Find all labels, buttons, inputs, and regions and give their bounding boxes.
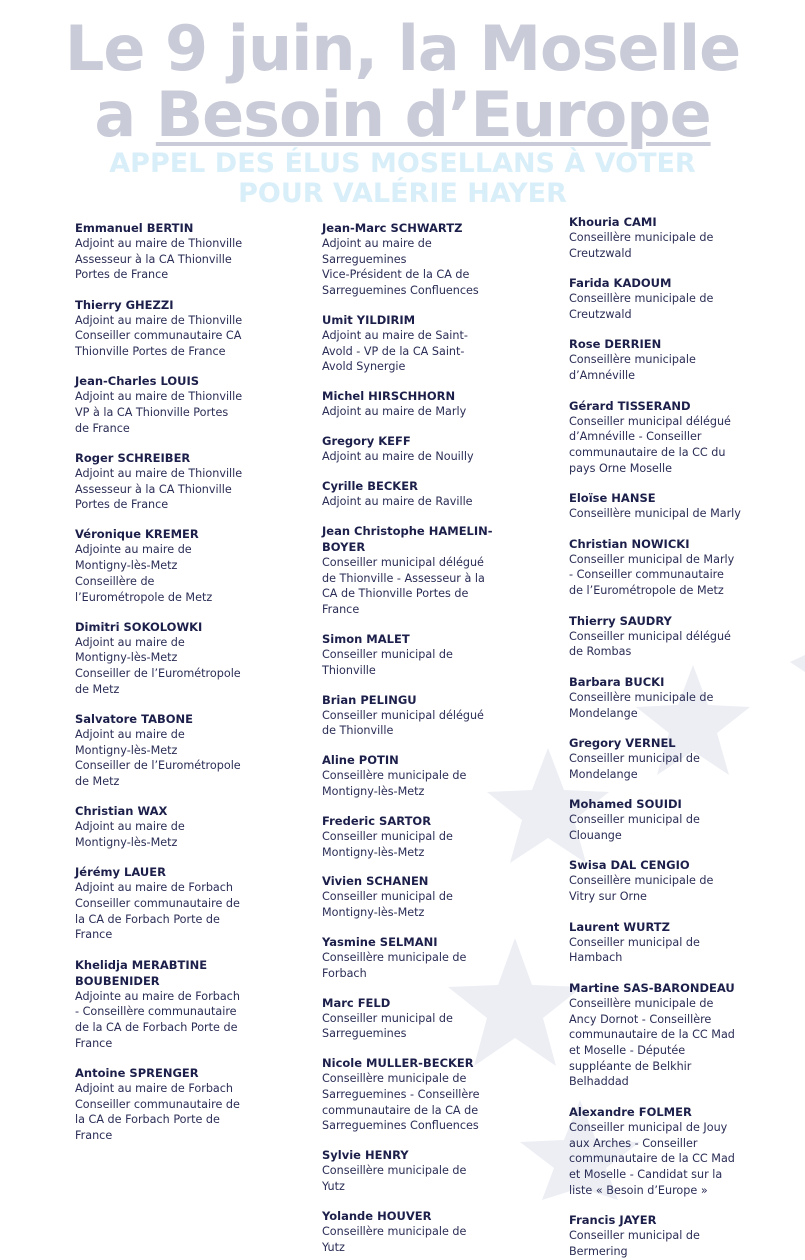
signatory-role: Conseiller municipal délégué de Thionville: [322, 708, 484, 738]
signatory-name: Marc FELD: [322, 995, 391, 1010]
signatory-role: Conseillère municipale de Forbach: [322, 951, 467, 980]
signatory-name: Emmanuel BERTIN: [75, 221, 194, 235]
signatory-name: Salvatore TABONE: [75, 712, 193, 726]
signatory-name: Barbara BUCKI: [569, 674, 665, 689]
signatory-entry: [569, 857, 804, 904]
signatory-name: Yasmine SELMANI: [322, 935, 438, 949]
signatory-name: Yolande HOUVER: [322, 1208, 432, 1223]
signatory-entry: [75, 803, 310, 850]
signatory-entry: [322, 478, 557, 510]
signatory-name: Rose DERRIEN: [569, 337, 662, 352]
signatory-role: Adjoint au maire de Montigny-lès-Metz: [75, 820, 185, 849]
signatory-name: Gregory VERNEL: [569, 736, 676, 750]
signatory-name: Dimitri SOKOLOWKI: [75, 619, 203, 634]
signatory-entry: [75, 373, 310, 436]
signatory-entry: [75, 220, 310, 283]
signatory-name: Antoine SPRENGER: [75, 1065, 199, 1080]
signatory-name: Thierry GHEZZI: [75, 297, 174, 312]
signatory-role: Conseillère municipale de Yutz: [322, 1164, 467, 1193]
headline-line-1: Le 9 juin, la Moselle: [64, 12, 741, 85]
signatory-name: Gérard TISSERAND: [569, 398, 691, 413]
signatory-name: Brian PELINGU: [322, 692, 417, 707]
signatory-entry: [322, 934, 557, 981]
signatory-role: Adjoint au maire de Marly: [322, 405, 467, 419]
headline-line-2: [0, 78, 805, 151]
signatory-entry: [322, 752, 557, 799]
signatory-role: Adjoint au maire de Sarreguemines Vice-Président de la CA de Sarreguemines Confluences: [322, 237, 479, 298]
signatory-role: Conseiller municipal de Jouy aux Arches - Conseiller communautaire de la CC Mad et Moselle - Candidat sur la liste « Besoin d’Europe »: [569, 1120, 735, 1197]
signatory-role: Conseiller municipal de Montigny-lès-Metz: [322, 829, 453, 859]
signatory-role: Adjoint au maire de Thionville Conseiller communautaire CA Thionville Portes de France: [75, 313, 243, 358]
signatory-entry: [75, 619, 310, 698]
subtitle-line-1: APPEL DES ÉLUS MOSELLANS À VOTER: [109, 148, 696, 179]
subtitle-line-2: POUR VALÉRIE HAYER: [238, 178, 567, 209]
signatory-name: Frederic SARTOR: [322, 813, 432, 828]
signatory-role: Adjoint au maire de Forbach Conseiller communautaire de la CA de Forbach Porte de France: [75, 881, 240, 942]
signatory-name: Christian NOWICKI: [569, 536, 690, 551]
signatory-entry: [569, 490, 804, 522]
signatory-role: Adjoint au maire de Raville: [322, 495, 473, 509]
signatory-role: Adjoint au maire de Montigny-lès-Metz Conseiller de l’Eurométropole de Metz: [75, 728, 241, 789]
signatory-role: Adjoint au maire de Thionville VP à la CA Thionville Portes de France: [75, 390, 243, 435]
signatory-role: Conseillère municipale de Ancy Dornot - Conseillère communautaire de la CC Mad et Moselle - Députée suppléante de Belkhir Belhaddad: [569, 996, 735, 1089]
headline-prefix: a: [94, 78, 156, 151]
signatory-name: Alexandre FOLMER: [569, 1104, 692, 1119]
signatory-name: Swisa DAL CENGIO: [569, 858, 690, 873]
signatory-role: Conseiller municipal de Mondelange: [569, 752, 700, 781]
signatory-entry: [569, 214, 804, 261]
signatory-role: Conseillère municipale d’Amnéville: [569, 353, 696, 383]
signatory-role: Conseiller municipal de Sarreguemines: [322, 1011, 453, 1041]
signatory-name: Thierry SAUDRY: [569, 613, 672, 628]
signatory-entry: [75, 711, 310, 790]
signatory-role: Adjoint au maire de Montigny-lès-Metz Conseiller de l’Eurométropole de Metz: [75, 635, 241, 696]
signatory-entry: [569, 275, 804, 322]
signatory-entry: [322, 1055, 557, 1134]
signatory-role: Adjoint au maire de Thionville Assesseur à la CA Thionville Portes de France: [75, 466, 243, 512]
signatory-role: Conseiller municipal délégué d’Amnéville - Conseiller communautaire de la CC du pays Orne Moselle: [569, 414, 731, 475]
signatory-name: Michel HIRSCHHORN: [322, 389, 456, 404]
signatory-name: Vivien SCHANEN: [322, 874, 429, 889]
signatory-entry: [569, 796, 804, 843]
signatory-entry: [322, 523, 557, 618]
signatory-role: Conseillère municipal de Marly: [569, 507, 741, 521]
signatory-entry: [322, 388, 557, 420]
signatory-entry: [322, 873, 557, 920]
signatory-entry: [75, 1065, 310, 1144]
signatory-entry: [322, 1147, 557, 1194]
signatory-role: Conseiller municipal de Hambach: [569, 935, 700, 965]
signatory-name: Jean-Charles LOUIS: [75, 374, 200, 389]
signatory-role: Conseiller municipal de Bermering: [569, 1229, 700, 1258]
signatory-name: Aline POTIN: [322, 753, 399, 768]
signatory-name: Christian WAX: [75, 804, 168, 819]
signatory-role: Conseiller municipal délégué de Rombas: [569, 629, 731, 659]
headline-underlined: Besoin d’Europe: [155, 78, 711, 151]
signatory-role: Adjoint au maire de Saint- Avold - VP de la CA Saint- Avold Synergie: [322, 329, 468, 374]
signatory-name: Simon MALET: [322, 632, 410, 646]
signatory-entry: [322, 220, 557, 299]
signatory-name: Laurent WURTZ: [569, 919, 670, 934]
signatory-name: Véronique KREMER: [75, 527, 199, 542]
signatory-entry: [569, 336, 804, 383]
signatory-name: Nicole MULLER-BECKER: [322, 1056, 474, 1071]
signatory-role: Conseiller municipal de Thionville: [322, 648, 453, 677]
signatory-role: Conseiller municipal de Montigny-lès-Metz: [322, 890, 453, 920]
signatory-role: Adjointe au maire de Forbach - Conseillère communautaire de la CA de Forbach Porte de France: [75, 989, 240, 1050]
signatory-entry: [569, 398, 804, 477]
signatory-name: Mohamed SOUIDI: [569, 797, 682, 812]
signatory-entry: [322, 312, 557, 375]
signatory-role: Conseillère municipale de Mondelange: [569, 690, 714, 720]
signatory-name: Khouria CAMI: [569, 215, 657, 229]
signatory-name: Umit YILDIRIM: [322, 313, 416, 327]
signatory-role: Conseiller municipal délégué de Thionville - Assesseur à la CA de Thionville Portes de France: [322, 556, 485, 617]
signatory-name: Cyrille BECKER: [322, 479, 418, 494]
signatory-entry: [569, 536, 804, 599]
signatory-entry: [322, 1208, 557, 1255]
signatory-role: Conseillère municipale de Montigny-lès-Metz: [322, 769, 467, 798]
signatory-entry: [569, 735, 804, 782]
signatory-role: Conseiller municipal de Marly - Conseiller communautaire de l’Eurométropole de Metz: [569, 552, 735, 598]
signatory-role: Conseiller municipal de Clouange: [569, 813, 700, 842]
signatory-name: Roger SCHREIBER: [75, 450, 191, 465]
signatory-role: Conseillère municipale de Creutzwald: [569, 231, 714, 260]
signatory-entry: [75, 526, 310, 605]
signatory-entry: [569, 613, 804, 660]
signatory-role: Conseillère municipale de Yutz: [322, 1224, 467, 1254]
signatory-entry: [569, 919, 804, 966]
signatory-name: Jean-Marc SCHWARTZ: [322, 221, 463, 235]
hero-header: [0, 0, 805, 210]
signatory-role: Conseillère municipale de Vitry sur Orne: [569, 874, 714, 904]
signatory-entry: [75, 957, 310, 1052]
signatory-name: Francis JAYER: [569, 1213, 657, 1228]
signatory-entry: [322, 995, 557, 1042]
signatory-entry: [569, 674, 804, 721]
signatory-entry: [322, 692, 557, 739]
signatory-role: Adjoint au maire de Thionville Assesseur à la CA Thionville Portes de France: [75, 237, 243, 282]
signatory-entry: [322, 433, 557, 465]
signatory-role: Conseillère municipale de Sarreguemines - Conseillère communautaire de la CA de Sarreguemines Confluences: [322, 1072, 480, 1133]
signatory-entry: [75, 864, 310, 943]
signatory-name: Jérémy LAUER: [75, 865, 166, 880]
signatory-entry: [75, 297, 310, 360]
signatory-entry: [322, 813, 557, 860]
signatory-name: Sylvie HENRY: [322, 1148, 409, 1163]
signatory-entry: [569, 1104, 804, 1199]
signatory-role: Conseillère municipale de Creutzwald: [569, 292, 714, 321]
signatory-name: Farida KADOUM: [569, 276, 672, 291]
signatory-entry: [75, 450, 310, 513]
signatory-name: Khelidja MERABTINE BOUBENIDER: [75, 957, 208, 988]
signatory-name: Eloïse HANSE: [569, 491, 656, 506]
signatory-role: Adjoint au maire de Forbach Conseiller communautaire de la CA de Forbach Porte de France: [75, 1081, 240, 1142]
signatory-role: Adjointe au maire de Montigny-lès-Metz Conseillère de l’Eurométropole de Metz: [75, 543, 213, 604]
signatory-entry: [569, 980, 804, 1090]
signatory-name: Gregory KEFF: [322, 434, 411, 449]
signatory-entry: [322, 631, 557, 678]
signatory-name: Jean Christophe HAMELIN- BOYER: [322, 524, 493, 554]
signatory-entry: [569, 1212, 804, 1259]
signatory-name: Martine SAS-BARONDEAU: [569, 980, 735, 995]
signatory-role: Adjoint au maire de Nouilly: [322, 450, 474, 464]
